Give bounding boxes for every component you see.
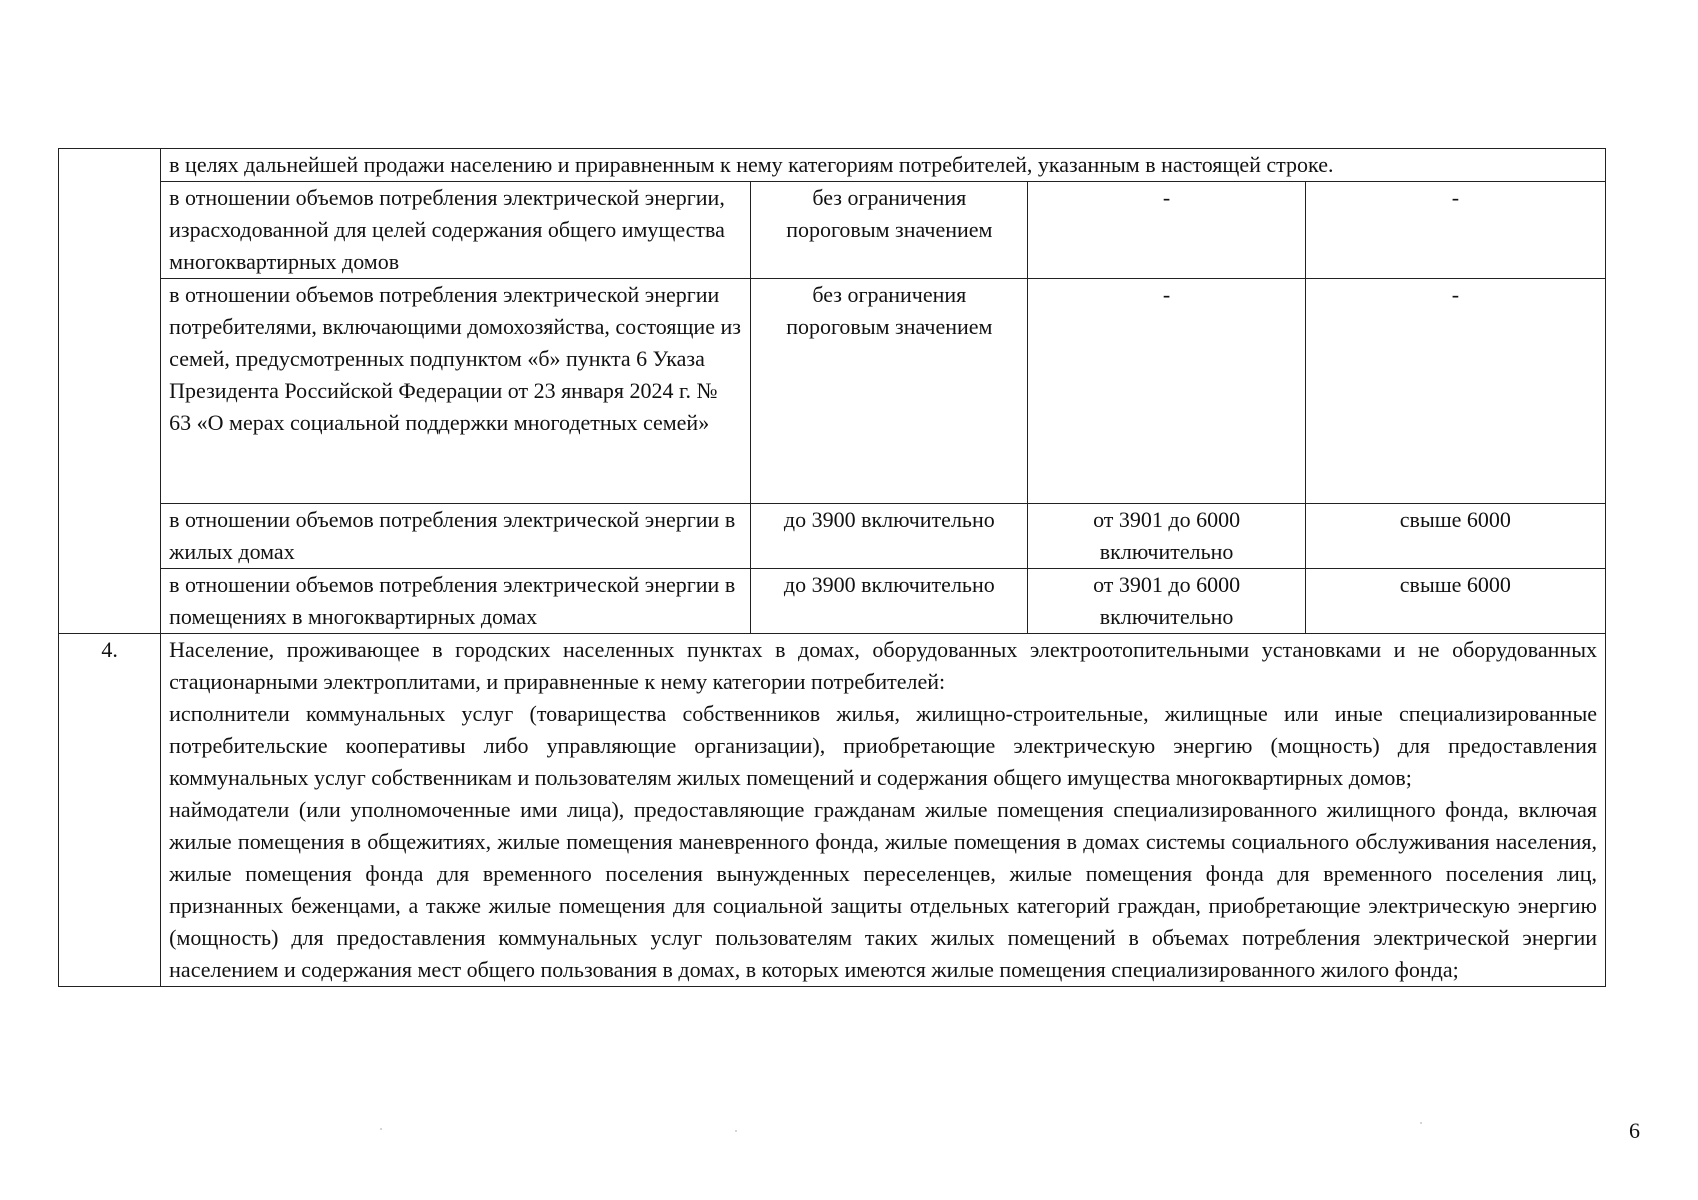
section-paragraph: наймодатели (или уполномоченные ими лица), предоставляющие гражданам жилые помещения специализированного жилищного фонда, включая жилые помещения в общежитиях, жилые помещения маневренного фонда, жилые помещения в домах системы социального обслуживания населения, жилые помещения фонда для временного поселения вынужденных переселенцев, жилые помещения фонда для временного поселения лиц, признанных беженцами, а также жилые помещения для социальной защиты отдельных категорий граждан, приобретающие электрическую энергию (мощность) для предоставления коммунальных услуг пользователям таких жилых помещений в объемах потребления электрической энергии населением и содержания мест общего пользования в домах, в которых имеются жилые помещения специализированного жилого фонда; (169, 797, 1597, 982)
threshold-low: до 3900 включительно (751, 569, 1028, 634)
table-row (59, 149, 1606, 182)
threshold-high: - (1305, 182, 1605, 279)
threshold-mid: от 3901 до 6000 включительно (1028, 504, 1305, 569)
table-row (59, 279, 1606, 504)
section-text (161, 634, 1606, 987)
row-description: в отношении объемов потребления электрической энергии, израсходованной для целей содержания общего имущества многоквартирных домов (161, 182, 751, 279)
row-number-cell (59, 149, 161, 634)
row-description: в отношении объемов потребления электрической энергии в помещениях в многоквартирных домах (161, 569, 751, 634)
threshold-low: до 3900 включительно (751, 504, 1028, 569)
page-number: 6 (1629, 1118, 1640, 1143)
threshold-low: без ограничения пороговым значением (751, 279, 1028, 504)
threshold-high: свыше 6000 (1305, 569, 1605, 634)
section-number: 4. (59, 634, 161, 987)
table-row (59, 182, 1606, 279)
threshold-mid: от 3901 до 6000 включительно (1028, 569, 1305, 634)
row-description: в отношении объемов потребления электрической энергии в жилых домах (161, 504, 751, 569)
scan-speck (380, 1128, 382, 1130)
scan-speck (735, 1130, 737, 1132)
table-row (59, 504, 1606, 569)
continuation-text: в целях дальнейшей продажи населению и приравненным к нему категориям потребителей, указанным в настоящей строке. (161, 149, 1606, 182)
table-row (59, 634, 1606, 987)
tariff-table (58, 148, 1606, 987)
threshold-low: без ограничения пороговым значением (751, 182, 1028, 279)
section-paragraph: Население, проживающее в городских населенных пунктах в домах, оборудованных электроотопительными установками и не оборудованных стационарными электроплитами, и приравненные к нему категории потребителей: (169, 637, 1597, 694)
threshold-high: свыше 6000 (1305, 504, 1605, 569)
row-description: в отношении объемов потребления электрической энергии потребителями, включающими домохозяйства, состоящие из семей, предусмотренных подпунктом «б» пункта 6 Указа Президента Российской Федерации от 23 января 2024 г. № 63 «О мерах социальной поддержки многодетных семей» (161, 279, 751, 504)
section-paragraph: исполнители коммунальных услуг (товарищества собственников жилья, жилищно-строительные, жилищные или иные специализированные потребительские кооперативы либо управляющие организации), приобретающие электрическую энергию (мощность) для предоставления коммунальных услуг собственникам и пользователям жилых помещений и содержания общего имущества многоквартирных домов; (169, 701, 1597, 790)
threshold-high: - (1305, 279, 1605, 504)
table-row (59, 569, 1606, 634)
threshold-mid: - (1028, 279, 1305, 504)
scan-speck (1420, 1122, 1422, 1124)
threshold-mid: - (1028, 182, 1305, 279)
